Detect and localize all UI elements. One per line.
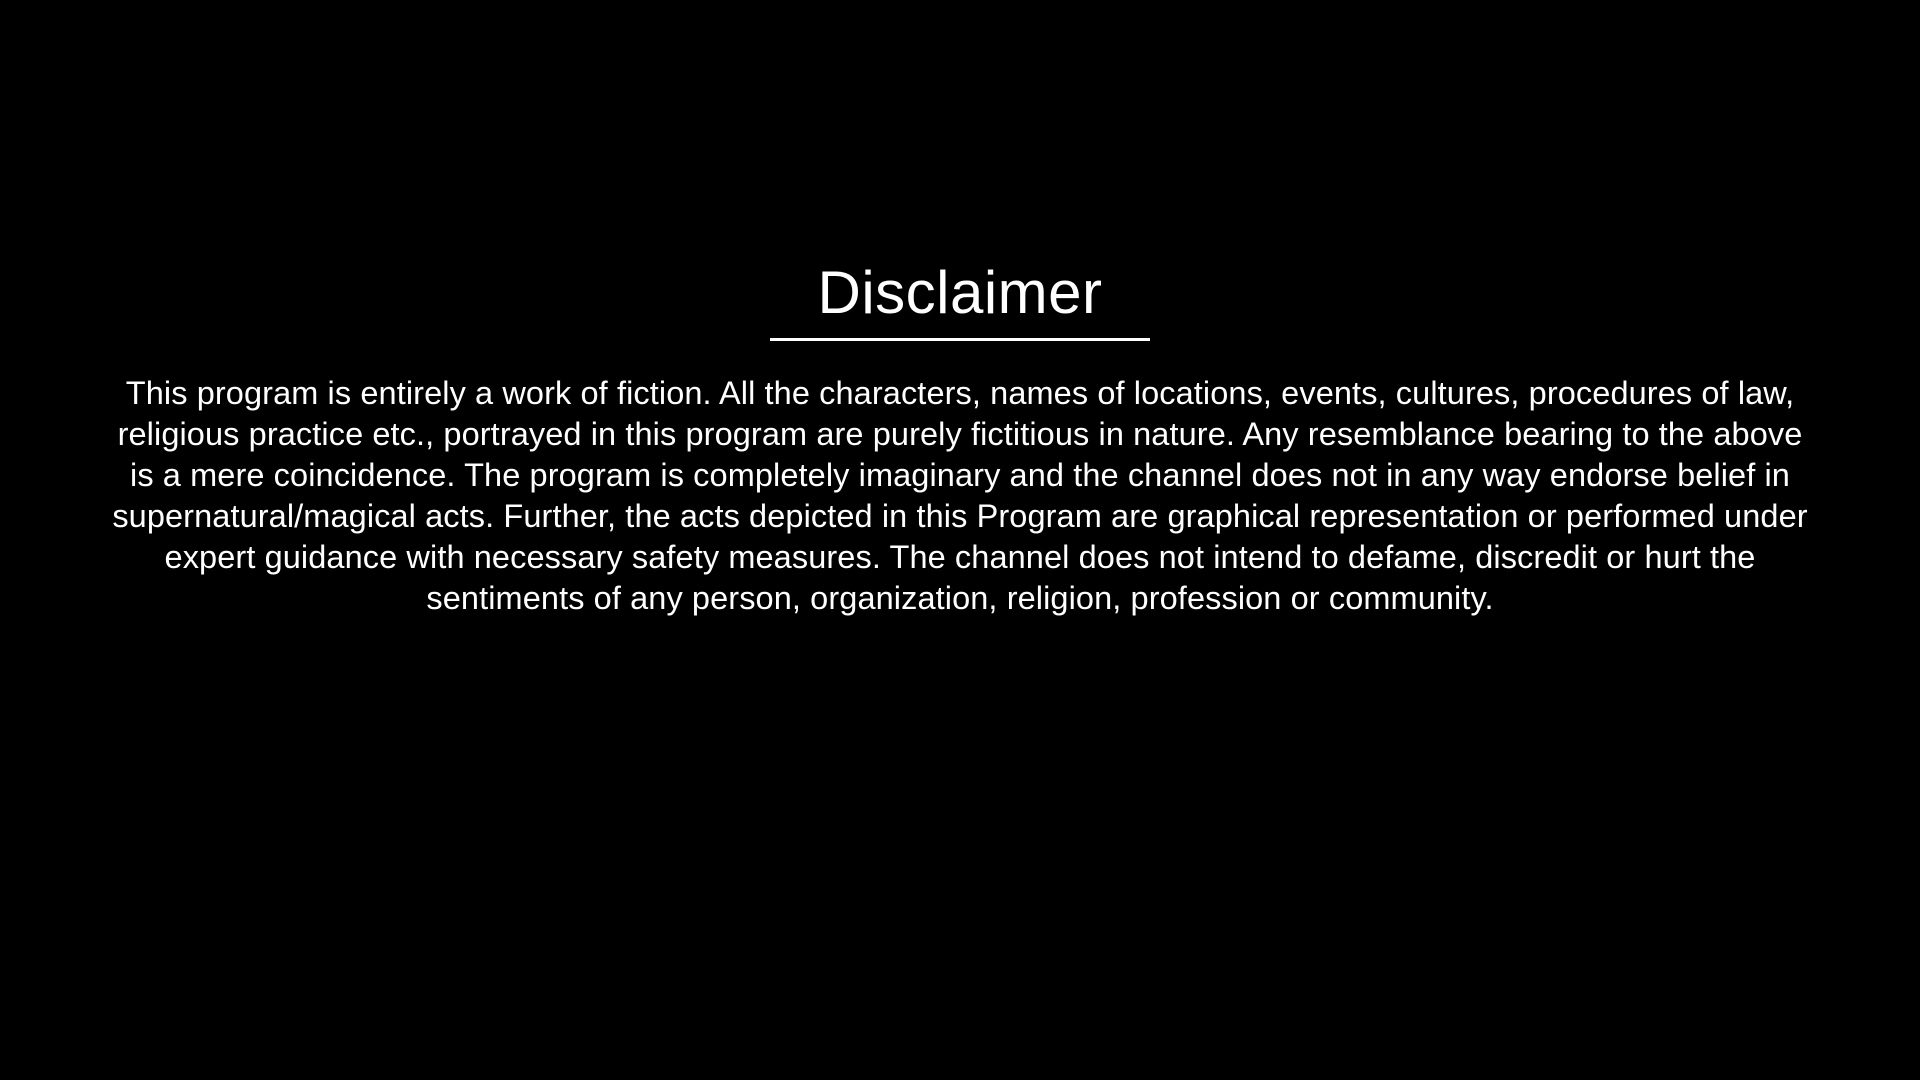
page-title: Disclaimer (817, 259, 1103, 326)
disclaimer-block (90, 258, 1830, 619)
title-divider (770, 338, 1150, 341)
disclaimer-text: This program is entirely a work of fiction. All the characters, names of locations, events, cultures, procedures of law, religious practice etc., portrayed in this program are purely fictitious in nature. Any resemblance bearing to the above is a mere coincidence. The program is completely imaginary and the channel does not in any way endorse belief in supernatural/magical acts. Further, the acts depicted in this Program are graphical representation or performed under expert guidance with necessary safety measures. The channel does not intend to defame, discredit or hurt the sentiments of any person, organization, religion, profession or community. (112, 375, 1808, 616)
